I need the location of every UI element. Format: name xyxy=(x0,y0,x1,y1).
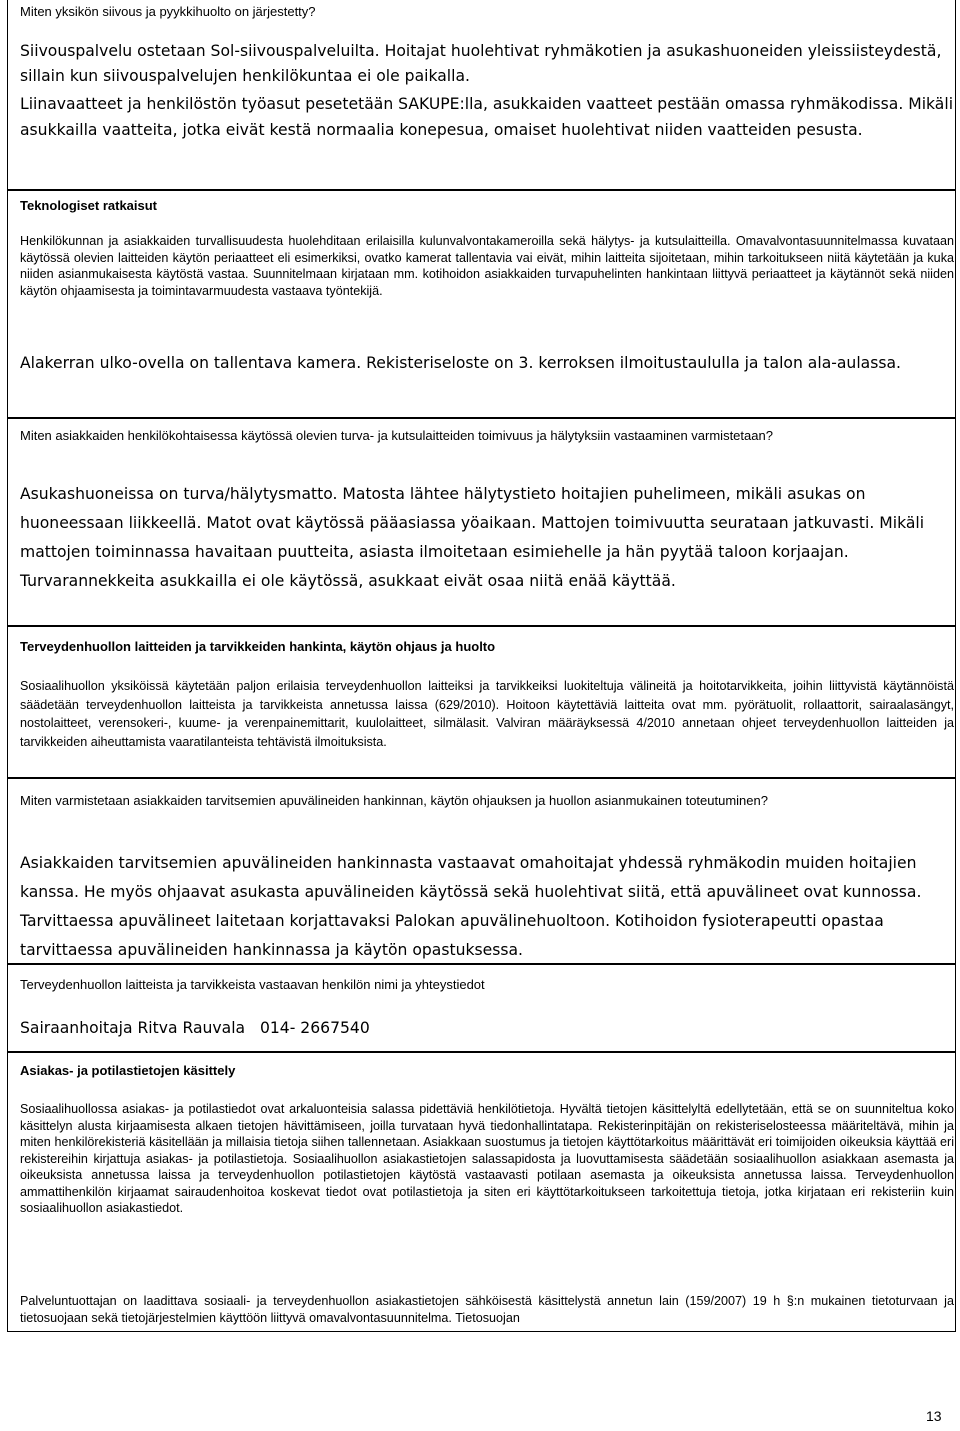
section-assistive-devices xyxy=(7,778,956,964)
answer-assistive-devices: Asiakkaiden tarvitsemien apuvälineiden hankinnasta vastaavat omahoitajat yhdessä ryhmäkodin muiden hoitajien kanssa. He myös ohjaavat asukasta apuvälineiden käytössä sekä huolehtivat siitä, että apuvälineet ovat kunnossa. Tarvittaessa apuvälineet laitetaan korjattavaksi Palokan apuvälinehuoltoon. Kotihoidon fysioterapeutti opastaa tarvittaessa apuvälineiden hankinnassa ja käytön opastuksessa. xyxy=(20,854,922,959)
question-laundry: Miten yksikön siivous ja pyykkihuolto on järjestetty? xyxy=(20,4,316,19)
section-health-devices xyxy=(7,626,956,778)
answer-responsible-person: Sairaanhoitaja Ritva Rauvala 014- 2667540 xyxy=(20,1019,370,1037)
question-safety-devices: Miten asiakkaiden henkilökohtaisessa käytössä olevien turva- ja kutsulaitteiden toimivuus ja hälytyksiin vastaaminen varmistetaan? xyxy=(20,428,773,443)
section-responsible-person xyxy=(7,964,956,1052)
body-technology: Henkilökunnan ja asiakkaiden turvallisuudesta huolehditaan erilaisilla kulunvalvontakameroilla sekä hälytys- ja kutsulaitteilla. Omavalvontasuunnitelmassa kuvataan käytössä olevien laitteiden käytön periaatteet eli esimerkiksi, ovatko kamerat tallentavia vai eivät, mihin laitteita sijoitetaan, mihin tarkoitukseen niitä käytetään ja kuka niiden asianmukaisesta käytöstä vastaa. Suunnitelmaan kirjataan mm. kotihoidon asiakkaiden turvapuhelinten hankintaan liittyvä periaatteet ja käytännöt sekä niiden käytön ohjaamisesta ja toimintavarmuudesta vastaava työntekijä. xyxy=(20,234,954,298)
page-number: 13 xyxy=(926,1408,942,1424)
heading-client-data: Asiakas- ja potilastietojen käsittely xyxy=(20,1063,236,1078)
heading-technology: Teknologiset ratkaisut xyxy=(20,198,158,213)
answer-laundry-linen: Liinavaatteet ja henkilöstön työasut pesetetään SAKUPE:lla, asukkaiden vaatteet pestään omassa ryhmäkodissa. Mikäli asukkailla vaatteita, jotka eivät kestä normaalia konepesua, omaiset huolehtivat niiden vaatteiden pesusta. xyxy=(20,95,954,139)
answer-laundry-cleaning: Siivouspalvelu ostetaan Sol-siivouspalveluilta. Hoitajat huolehtivat ryhmäkotien ja asukashuoneiden yleissiisteydestä, sillain kun siivouspalvelujen henkilökuntaa ei ole paikalla. xyxy=(20,42,942,85)
section-technology xyxy=(7,190,956,418)
heading-health-devices: Terveydenhuollon laitteiden ja tarvikkeiden hankinta, käytön ohjaus ja huolto xyxy=(20,639,496,654)
question-responsible-person: Terveydenhuollon laitteista ja tarvikkeista vastaavan henkilön nimi ja yhteystiedot xyxy=(20,977,485,992)
section-safety-devices xyxy=(7,418,956,626)
section-laundry xyxy=(7,0,956,190)
answer-technology: Alakerran ulko-ovella on tallentava kamera. Rekisteriseloste on 3. kerroksen ilmoitustaululla ja talon ala-aulassa. xyxy=(20,354,901,372)
body-client-data-2: Palveluntuottajan on laadittava sosiaali- ja terveydenhuollon asiakastietojen sähköisestä käsittelystä annetun lain (159/2007) 19 h §:n mukainen tietoturvaan ja tietosuojaan sekä tietojärjestelmien käyttöön liittyvä omavalvontasuunnitelma. Tietosuojan xyxy=(20,1294,954,1325)
section-client-data xyxy=(7,1052,956,1332)
body-health-devices: Sosiaalihuollon yksiköissä käytetään paljon erilaisia terveydenhuollon laitteiksi ja tarvikkeiksi luokiteltuja välineitä ja hoitotarvikkeita, joihin liittyvistä käytännöistä säädetään terveydenhuollon laitteista ja tarvikkeista annetussa laissa (629/2010). Hoitoon käytettäviä laitteita ovat mm. pyörätuolit, rollaattorit, sairaalasängyt, nostolaitteet, verensokeri-, kuume- ja verenpainemittarit, kuulolaitteet, silmälasit. Valviran määräyksessä 4/2010 annetaan ohjeet terveydenhuollon laitteiden ja tarvikkeiden aiheuttamista vaaratilanteista tehtävistä ilmoituksista. xyxy=(20,679,954,749)
question-assistive-devices: Miten varmistetaan asiakkaiden tarvitsemien apuvälineiden hankinnan, käytön ohjauksen ja huollon asianmukainen toteutuminen? xyxy=(20,793,768,808)
answer-safety-devices: Asukashuoneissa on turva/hälytysmatto. Matosta lähtee hälytystieto hoitajien puhelimeen, mikäli asukas on huoneessaan liikkeellä. Matot ovat käytössä pääasiassa yöaikaan. Mattojen toimivuutta seurataan jatkuvasti. Mikäli mattojen toiminnassa havaitaan puutteita, asiasta ilmoitetaan esimiehelle ja hän pyytää taloon korjaajan. Turvarannekkeita asukkailla ei ole käytössä, asukkaat eivät osaa niitä enää käyttää. xyxy=(20,485,925,590)
body-client-data-1: Sosiaalihuollossa asiakas- ja potilastiedot ovat arkaluonteisia salassa pidettäviä henkilötietoja. Hyvältä tietojen käsittelyltä edellytetään, että se on suunniteltua koko käsittelyn alusta kirjaamisesta alkaen tietojen hävittämiseen, joilla turvataan hyvä tiedonhallintatapa. Rekisterinpitäjän on rekisteriselosteessa määriteltävä, mihin ja miten henkilörekisteriä käsitellään ja millaisia tietoja siihen tallennetaan. Asiakkaan suostumus ja tietojen käyttötarkoitus määrittävät eri toimijoiden oikeuksia käyttää eri rekistereihin kirjattuja asiakas- ja potilastietoja. Sosiaalihuollon asiakastietojen salassapidosta ja luovuttamisesta säädetään sosiaalihuollon asiakkaan asemasta ja oikeuksista annetussa laissa ja terveydenhuollon potilastietojen käytöstä vastaavasti potilaan asemasta ja oikeuksista annetussa laissa. Terveydenhuollon ammattihenkilön kirjaamat sairaudenhoitoa koskevat tiedot ovat potilastietoja ja siten eri käyttötarkoitukseen tarkoitettuja tietoja, jotka kirjataan eri rekisteriin kuin sosiaalihuollon asiakastiedot. xyxy=(20,1102,954,1215)
